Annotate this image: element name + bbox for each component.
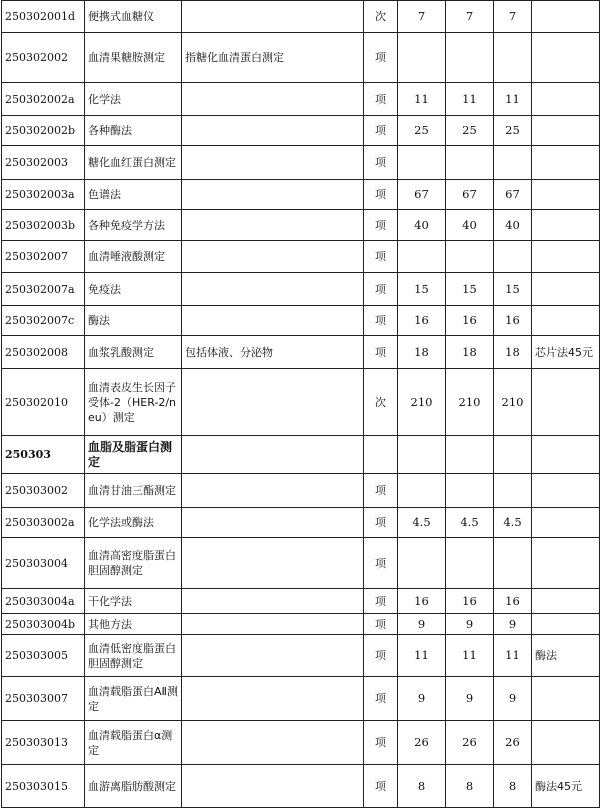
item-code-cell: 250303004b (2, 614, 85, 635)
price-tier-2-cell: 40 (446, 210, 494, 241)
item-name-cell: 酶法 (85, 306, 182, 336)
item-code-cell: 250302003 (2, 146, 85, 180)
item-code-cell: 250303002 (2, 474, 85, 508)
note-cell (532, 116, 600, 146)
item-name-cell: 各种免疫学方法 (85, 210, 182, 241)
price-tier-2-cell (446, 146, 494, 180)
table-row (2, 614, 600, 635)
table-row (2, 538, 600, 589)
price-tier-1-cell: 18 (398, 336, 446, 369)
note-cell (532, 33, 600, 83)
price-tier-1-cell: 67 (398, 180, 446, 210)
price-tier-2-cell: 15 (446, 273, 494, 306)
table-body (2, 1, 600, 808)
item-name-cell: 血清果糖胺测定 (85, 33, 182, 83)
price-tier-3-cell (494, 436, 532, 474)
price-tier-2-cell: 25 (446, 116, 494, 146)
fee-table (1, 0, 600, 808)
price-tier-1-cell: 25 (398, 116, 446, 146)
item-content-cell (182, 210, 364, 241)
item-code-cell: 250302002b (2, 116, 85, 146)
item-code-cell: 250302003b (2, 210, 85, 241)
price-tier-1-cell (398, 33, 446, 83)
item-content-cell (182, 635, 364, 677)
unit-cell: 项 (364, 336, 398, 369)
item-content-cell (182, 146, 364, 180)
price-tier-2-cell: 26 (446, 721, 494, 765)
price-tier-1-cell: 11 (398, 635, 446, 677)
item-code-cell: 250303 (2, 436, 85, 474)
unit-cell: 项 (364, 116, 398, 146)
item-name-cell: 化学法或酶法 (85, 508, 182, 538)
price-tier-3-cell: 67 (494, 180, 532, 210)
item-name-cell: 糖化血红蛋白测定 (85, 146, 182, 180)
item-name-cell: 免疫法 (85, 273, 182, 306)
item-name-cell: 干化学法 (85, 589, 182, 614)
price-tier-3-cell: 40 (494, 210, 532, 241)
unit-cell: 项 (364, 146, 398, 180)
price-tier-2-cell: 7 (446, 1, 494, 33)
price-tier-3-cell: 9 (494, 677, 532, 721)
item-code-cell: 250302010 (2, 369, 85, 436)
note-cell: 酶法45元 (532, 765, 600, 808)
table-row (2, 721, 600, 765)
unit-cell: 项 (364, 614, 398, 635)
price-tier-2-cell: 9 (446, 677, 494, 721)
price-tier-1-cell: 9 (398, 614, 446, 635)
note-cell (532, 1, 600, 33)
item-code-cell: 250302002a (2, 83, 85, 116)
price-tier-2-cell: 11 (446, 635, 494, 677)
price-tier-1-cell (398, 146, 446, 180)
item-name-cell: 血清低密度脂蛋白胆固醇测定 (85, 635, 182, 677)
note-cell (532, 538, 600, 589)
unit-cell: 项 (364, 210, 398, 241)
price-tier-1-cell: 11 (398, 83, 446, 116)
item-name-cell: 其他方法 (85, 614, 182, 635)
price-tier-2-cell: 67 (446, 180, 494, 210)
price-tier-3-cell: 9 (494, 614, 532, 635)
note-cell (532, 474, 600, 508)
price-tier-1-cell (398, 538, 446, 589)
table-row (2, 210, 600, 241)
table-row (2, 1, 600, 33)
price-tier-1-cell: 7 (398, 1, 446, 33)
note-cell (532, 508, 600, 538)
table-row (2, 241, 600, 273)
item-content-cell (182, 436, 364, 474)
unit-cell: 项 (364, 635, 398, 677)
item-name-cell: 血清表皮生长因子受体-2（HER-2/neu）测定 (85, 369, 182, 436)
note-cell (532, 83, 600, 116)
price-tier-3-cell (494, 146, 532, 180)
note-cell (532, 180, 600, 210)
unit-cell: 项 (364, 83, 398, 116)
price-tier-3-cell (494, 538, 532, 589)
item-content-cell (182, 765, 364, 808)
price-tier-3-cell: 8 (494, 765, 532, 808)
item-content-cell (182, 508, 364, 538)
price-tier-3-cell (494, 33, 532, 83)
table-row (2, 677, 600, 721)
unit-cell: 项 (364, 765, 398, 808)
price-tier-3-cell: 15 (494, 273, 532, 306)
table-row (2, 589, 600, 614)
item-content-cell (182, 83, 364, 116)
note-cell (532, 369, 600, 436)
price-tier-3-cell: 25 (494, 116, 532, 146)
item-code-cell: 250303004a (2, 589, 85, 614)
item-name-cell: 血清载脂蛋白AⅡ测定 (85, 677, 182, 721)
table-row (2, 474, 600, 508)
item-content-cell (182, 538, 364, 589)
unit-cell: 项 (364, 33, 398, 83)
item-code-cell: 250303007 (2, 677, 85, 721)
price-tier-1-cell: 15 (398, 273, 446, 306)
item-content-cell (182, 116, 364, 146)
price-tier-3-cell: 16 (494, 306, 532, 336)
price-tier-3-cell: 7 (494, 1, 532, 33)
price-tier-2-cell: 9 (446, 614, 494, 635)
item-name-cell: 化学法 (85, 83, 182, 116)
unit-cell: 项 (364, 677, 398, 721)
item-content-cell (182, 721, 364, 765)
unit-cell: 项 (364, 273, 398, 306)
item-content-cell (182, 1, 364, 33)
price-tier-1-cell: 16 (398, 589, 446, 614)
note-cell (532, 273, 600, 306)
note-cell (532, 436, 600, 474)
note-cell (532, 210, 600, 241)
price-tier-2-cell (446, 436, 494, 474)
unit-cell (364, 436, 398, 474)
section-row (2, 436, 600, 474)
note-cell (532, 677, 600, 721)
item-code-cell: 250302007 (2, 241, 85, 273)
item-name-cell: 血浆乳酸测定 (85, 336, 182, 369)
item-code-cell: 250302001d (2, 1, 85, 33)
table-row (2, 273, 600, 306)
unit-cell: 项 (364, 241, 398, 273)
price-tier-1-cell: 26 (398, 721, 446, 765)
price-tier-2-cell: 11 (446, 83, 494, 116)
price-tier-2-cell (446, 33, 494, 83)
note-cell (532, 589, 600, 614)
price-tier-3-cell (494, 241, 532, 273)
item-content-cell (182, 677, 364, 721)
table-row (2, 369, 600, 436)
price-tier-3-cell: 16 (494, 589, 532, 614)
note-cell: 芯片法45元 (532, 336, 600, 369)
table-row (2, 306, 600, 336)
item-name-cell: 血脂及脂蛋白测定 (85, 436, 182, 474)
price-tier-1-cell: 16 (398, 306, 446, 336)
item-name-cell: 各种酶法 (85, 116, 182, 146)
unit-cell: 次 (364, 1, 398, 33)
note-cell: 酶法 (532, 635, 600, 677)
item-name-cell: 血清唾液酸测定 (85, 241, 182, 273)
item-name-cell: 血清甘油三酯测定 (85, 474, 182, 508)
item-code-cell: 250303013 (2, 721, 85, 765)
price-tier-2-cell: 16 (446, 306, 494, 336)
table-row (2, 635, 600, 677)
price-tier-3-cell: 4.5 (494, 508, 532, 538)
price-tier-1-cell: 210 (398, 369, 446, 436)
price-tier-1-cell (398, 474, 446, 508)
note-cell (532, 146, 600, 180)
note-cell (532, 241, 600, 273)
price-tier-1-cell (398, 241, 446, 273)
note-cell (532, 721, 600, 765)
item-content-cell (182, 180, 364, 210)
item-content-cell: 包括体液、分泌物 (182, 336, 364, 369)
price-tier-1-cell: 40 (398, 210, 446, 241)
price-tier-2-cell: 16 (446, 589, 494, 614)
unit-cell: 项 (364, 721, 398, 765)
price-tier-3-cell: 26 (494, 721, 532, 765)
table-row (2, 508, 600, 538)
item-code-cell: 250302003a (2, 180, 85, 210)
table-row (2, 116, 600, 146)
item-code-cell: 250303004 (2, 538, 85, 589)
price-tier-2-cell: 4.5 (446, 508, 494, 538)
unit-cell: 项 (364, 180, 398, 210)
item-name-cell: 色谱法 (85, 180, 182, 210)
price-tier-1-cell: 8 (398, 765, 446, 808)
item-content-cell (182, 369, 364, 436)
item-content-cell (182, 241, 364, 273)
table-row (2, 146, 600, 180)
price-tier-2-cell: 210 (446, 369, 494, 436)
note-cell (532, 614, 600, 635)
price-tier-3-cell: 11 (494, 635, 532, 677)
table-row (2, 83, 600, 116)
item-code-cell: 250302002 (2, 33, 85, 83)
item-content-cell (182, 589, 364, 614)
item-name-cell: 血清高密度脂蛋白胆固醇测定 (85, 538, 182, 589)
unit-cell: 项 (364, 508, 398, 538)
item-content-cell (182, 614, 364, 635)
price-tier-1-cell: 9 (398, 677, 446, 721)
item-code-cell: 250303015 (2, 765, 85, 808)
table-row (2, 765, 600, 808)
price-tier-2-cell (446, 538, 494, 589)
item-code-cell: 250302007a (2, 273, 85, 306)
item-code-cell: 250303005 (2, 635, 85, 677)
price-tier-2-cell: 8 (446, 765, 494, 808)
item-content-cell (182, 273, 364, 306)
item-code-cell: 250303002a (2, 508, 85, 538)
note-cell (532, 306, 600, 336)
price-tier-2-cell (446, 474, 494, 508)
table-row (2, 336, 600, 369)
item-name-cell: 便携式血糖仪 (85, 1, 182, 33)
item-content-cell (182, 306, 364, 336)
item-code-cell: 250302008 (2, 336, 85, 369)
item-name-cell: 血游离脂肪酸测定 (85, 765, 182, 808)
unit-cell: 项 (364, 306, 398, 336)
price-tier-3-cell: 18 (494, 336, 532, 369)
unit-cell: 项 (364, 589, 398, 614)
unit-cell: 项 (364, 474, 398, 508)
price-tier-2-cell: 18 (446, 336, 494, 369)
unit-cell: 项 (364, 538, 398, 589)
price-tier-3-cell (494, 474, 532, 508)
price-tier-2-cell (446, 241, 494, 273)
item-content-cell (182, 474, 364, 508)
price-tier-3-cell: 11 (494, 83, 532, 116)
table-row (2, 180, 600, 210)
item-code-cell: 250302007c (2, 306, 85, 336)
table-row (2, 33, 600, 83)
price-tier-1-cell (398, 436, 446, 474)
item-name-cell: 血清载脂蛋白α测定 (85, 721, 182, 765)
unit-cell: 次 (364, 369, 398, 436)
item-content-cell: 指糖化血清蛋白测定 (182, 33, 364, 83)
price-tier-1-cell: 4.5 (398, 508, 446, 538)
price-tier-3-cell: 210 (494, 369, 532, 436)
